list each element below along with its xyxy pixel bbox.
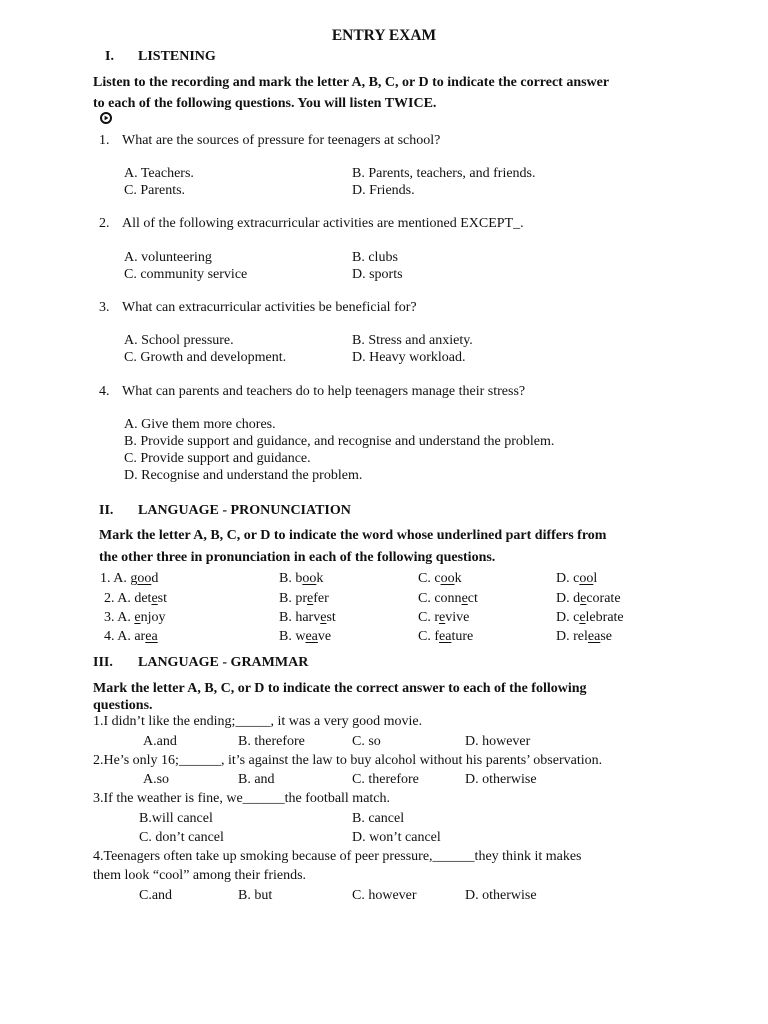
listening-q4-number: 4. [99,384,110,399]
pronunciation-q4-option-d[interactable]: D. release [556,629,612,644]
pronunciation-q3-option-c[interactable]: C. revive [418,610,470,625]
section-2-title: LANGUAGE - PRONUNCIATION [138,503,351,518]
section-3-instruction-line1: Mark the letter A, B, C, or D to indicate the correct answer to each of the following [93,681,587,696]
pronunciation-q1-option-d[interactable]: D. cool [556,571,598,586]
listening-q4-option-d[interactable]: D. Recognise and understand the problem. [124,468,363,483]
listening-q3-option-b[interactable]: B. Stress and anxiety. [352,333,473,348]
listening-q2-text: All of the following extracurricular activities are mentioned EXCEPT_. [122,216,524,231]
section-3-title: LANGUAGE - GRAMMAR [138,655,309,670]
pronunciation-q1-option-a[interactable]: 1. A. good [100,571,159,586]
grammar-q3-option-a[interactable]: B.will cancel [139,811,213,826]
grammar-q2-option-c[interactable]: C. therefore [352,772,419,787]
grammar-q1-option-b[interactable]: B. therefore [238,734,305,749]
grammar-q1-option-a[interactable]: A.and [143,734,177,749]
grammar-q4-text-line1: 4.Teenagers often take up smoking because of peer pressure,______they think it makes [93,849,582,864]
grammar-q1-option-d[interactable]: D. however [465,734,531,749]
listening-q3-option-a[interactable]: A. School pressure. [124,333,234,348]
listening-q3-option-c[interactable]: C. Growth and development. [124,350,287,365]
listening-q1-option-b[interactable]: B. Parents, teachers, and friends. [352,166,536,181]
grammar-q4-option-b[interactable]: B. but [238,888,273,903]
grammar-q1-text: 1.I didn’t like the ending;_____, it was a very good movie. [93,714,423,729]
listening-q4-text: What can parents and teachers do to help teenagers manage their stress? [122,384,526,399]
grammar-q3-option-b[interactable]: B. cancel [352,811,405,826]
grammar-q4-text-line2: them look “cool” among their friends. [93,868,307,883]
grammar-q4-option-a[interactable]: C.and [139,888,173,903]
listening-q3-number: 3. [99,300,110,315]
section-1-instruction-line2: to each of the following questions. You will listen TWICE. [93,96,437,111]
pronunciation-q4-option-a[interactable]: 4. A. area [104,629,158,644]
listening-q3-text: What can extracurricular activities be beneficial for? [122,300,417,315]
play-circle-icon[interactable] [100,112,112,124]
grammar-q1-option-c[interactable]: C. so [352,734,381,749]
pronunciation-q4-option-c[interactable]: C. feature [418,629,474,644]
section-1-number: I. [105,49,114,64]
listening-q1-option-c[interactable]: C. Parents. [124,183,186,198]
section-3-instruction-line2: questions. [93,698,153,713]
listening-q2-option-a[interactable]: A. volunteering [124,250,212,265]
grammar-q3-text: 3.If the weather is fine, we______the football match. [93,791,391,806]
grammar-q3-option-c[interactable]: C. don’t cancel [139,830,224,845]
grammar-q3-option-d[interactable]: D. won’t cancel [352,830,441,845]
section-2-instruction-line2: the other three in pronunciation in each of the following questions. [99,550,496,565]
listening-q4-option-c[interactable]: C. Provide support and guidance. [124,451,311,466]
listening-q2-option-d[interactable]: D. sports [352,267,403,282]
listening-q1-text: What are the sources of pressure for teenagers at school? [122,133,441,148]
exam-title: ENTRY EXAM [331,27,437,44]
grammar-q4-option-c[interactable]: C. however [352,888,417,903]
pronunciation-q3-option-d[interactable]: D. celebrate [556,610,624,625]
section-1-instruction-line1: Listen to the recording and mark the letter A, B, C, or D to indicate the correct answer [93,75,610,90]
listening-q1-number: 1. [99,133,110,148]
pronunciation-q4-option-b[interactable]: B. weave [279,629,332,644]
section-3-number: III. [93,655,113,670]
grammar-q2-option-d[interactable]: D. otherwise [465,772,537,787]
listening-q4-option-a[interactable]: A. Give them more chores. [124,417,276,432]
listening-q2-option-b[interactable]: B. clubs [352,250,398,265]
listening-q1-option-a[interactable]: A. Teachers. [124,166,194,181]
pronunciation-q2-option-a[interactable]: 2. A. detest [104,591,168,606]
pronunciation-q1-option-c[interactable]: C. cook [418,571,462,586]
pronunciation-q2-option-d[interactable]: D. decorate [556,591,621,606]
section-1-title: LISTENING [138,49,216,64]
grammar-q2-text: 2.He’s only 16;______, it’s against the law to buy alcohol without his parents’ observation. [93,753,603,768]
grammar-q2-option-a[interactable]: A.so [143,772,170,787]
listening-q2-number: 2. [99,216,110,231]
grammar-q4-option-d[interactable]: D. otherwise [465,888,537,903]
section-2-instruction-line1: Mark the letter A, B, C, or D to indicate the word whose underlined part differs from [99,528,607,543]
listening-q4-option-b[interactable]: B. Provide support and guidance, and recognise and understand the problem. [124,434,555,449]
pronunciation-q3-option-b[interactable]: B. harvest [279,610,336,625]
pronunciation-q2-option-c[interactable]: C. connect [418,591,478,606]
pronunciation-q1-option-b[interactable]: B. book [279,571,324,586]
listening-q2-option-c[interactable]: C. community service [124,267,248,282]
grammar-q2-option-b[interactable]: B. and [238,772,275,787]
pronunciation-q3-option-a[interactable]: 3. A. enjoy [104,610,166,625]
listening-q3-option-d[interactable]: D. Heavy workload. [352,350,466,365]
pronunciation-q2-option-b[interactable]: B. prefer [279,591,329,606]
listening-q1-option-d[interactable]: D. Friends. [352,183,415,198]
section-2-number: II. [99,503,114,518]
